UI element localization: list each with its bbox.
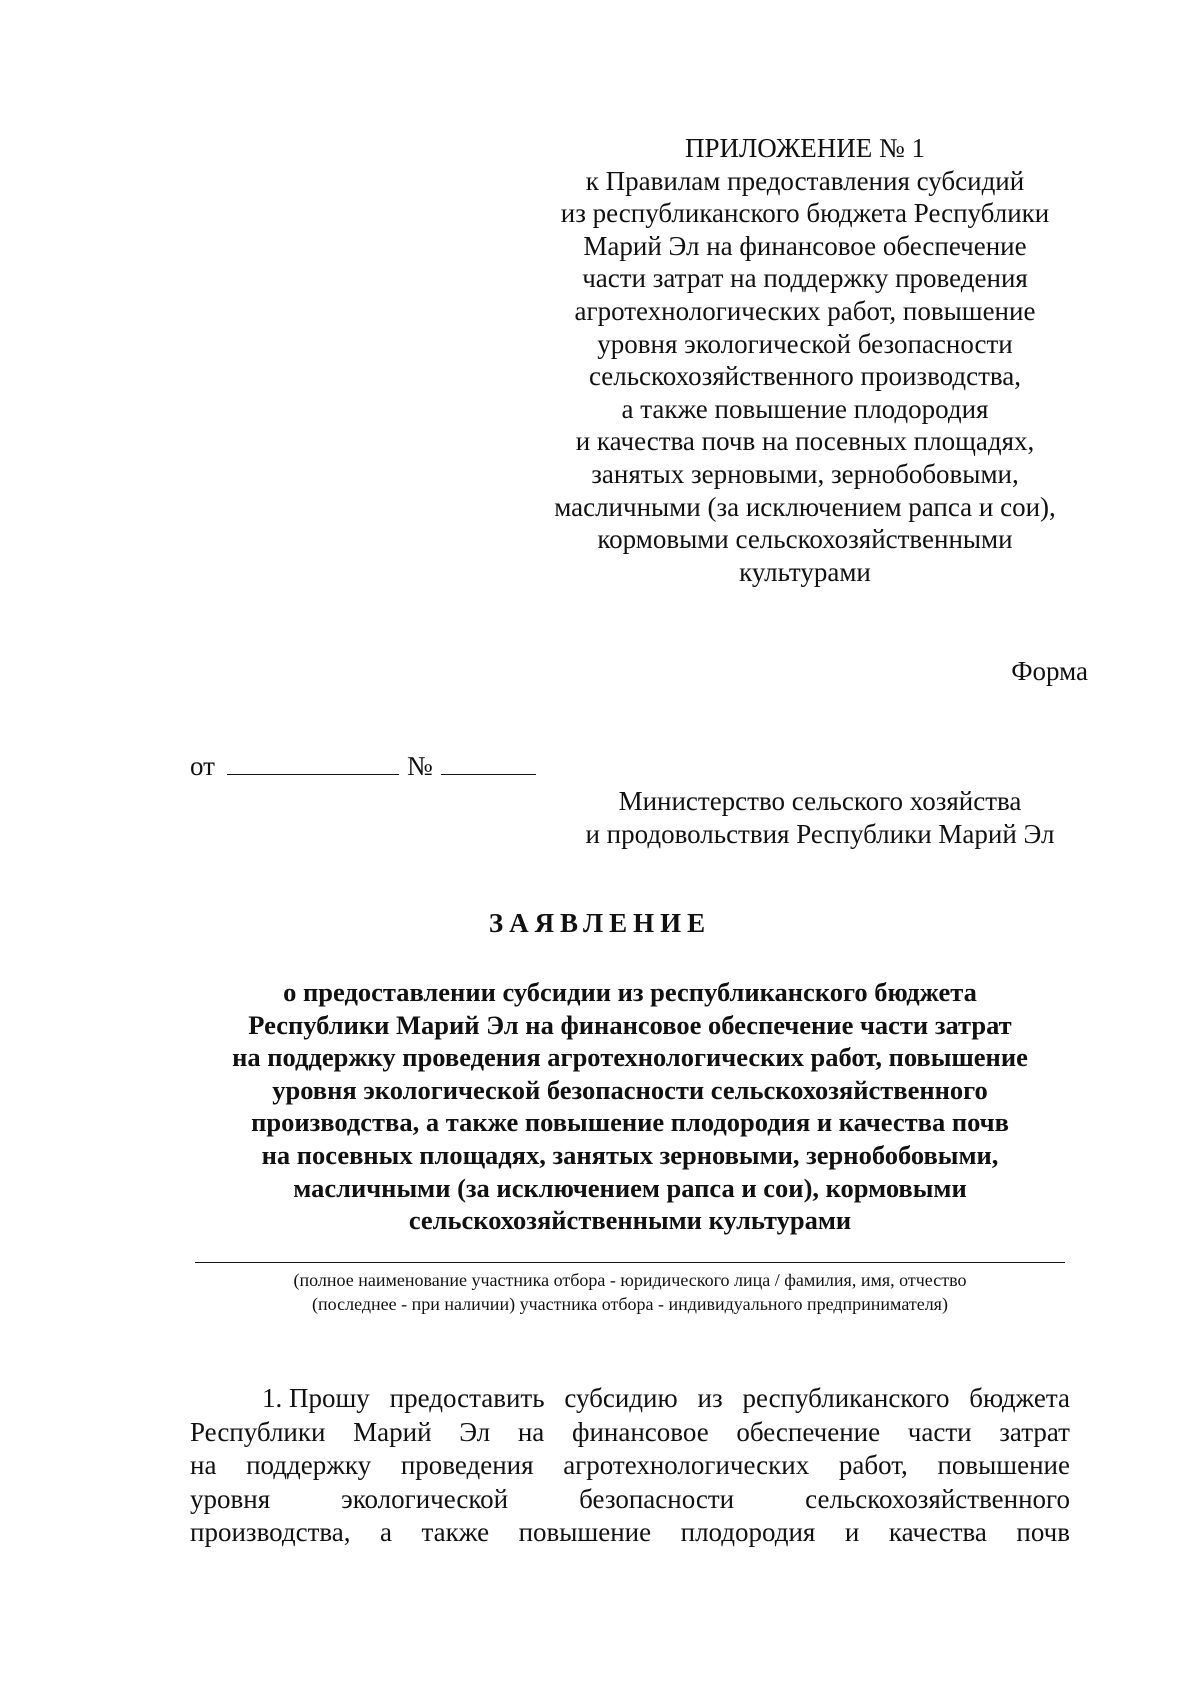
body-word: поддержку: [246, 1450, 372, 1481]
body-word: обеспечение: [736, 1416, 881, 1447]
appendix-line: масличными (за исключением рапса и сои),: [554, 491, 1056, 522]
body-word: Эл: [459, 1416, 491, 1447]
body-word: Марий: [353, 1416, 432, 1447]
body-word: также: [421, 1517, 490, 1548]
participant-name-blank-field[interactable]: [195, 1262, 1065, 1263]
appendix-line: части затрат на поддержку проведения: [582, 263, 1028, 294]
appendix-line: Марий Эл на финансовое обеспечение: [583, 230, 1027, 261]
body-word: производства,: [190, 1517, 351, 1548]
appendix-line: и качества почв на посевных площадях,: [575, 426, 1035, 457]
document-title: ЗАЯВЛЕНИЕ: [488, 908, 712, 938]
body-word: на: [517, 1416, 545, 1447]
subject-line: о предоставлении субсидии из республиканского бюджета: [283, 977, 977, 1007]
registration-line: [190, 750, 536, 782]
participant-hint: [180, 1268, 1080, 1316]
body-word: уровня: [190, 1483, 271, 1514]
body-word: Республики: [190, 1416, 326, 1447]
subject-line: Республики Марий Эл на финансовое обеспечение части затрат: [248, 1009, 1012, 1040]
appendix-line: а также повышение плодородия: [621, 393, 989, 424]
body-word: бюджета: [969, 1383, 1070, 1413]
subject-line: на посевных площадях, занятых зерновыми, зернобобовыми,: [261, 1139, 999, 1170]
subject-line: масличными (за исключением рапса и сои), кормовыми: [293, 1172, 967, 1203]
body-word: на: [190, 1450, 217, 1481]
addressee-line: Министерство сельского хозяйства: [618, 786, 1022, 816]
body-word: части: [907, 1416, 972, 1447]
body-word: 1. Прошу: [262, 1383, 370, 1413]
number-blank-field[interactable]: [441, 752, 536, 775]
body-word: экологической: [341, 1483, 509, 1514]
body-word: субсидию: [564, 1383, 678, 1413]
body-word: повышение: [937, 1450, 1070, 1481]
hint-line: (полное наименование участника отбора - юридического лица / фамилия, имя, отчество: [293, 1270, 967, 1290]
body-word: плодородия: [680, 1517, 816, 1548]
body-word: повышение: [518, 1517, 652, 1548]
body-word: сельскохозяйственного: [805, 1483, 1070, 1514]
form-label: Форма: [1011, 656, 1088, 686]
body-word: из: [697, 1383, 723, 1413]
body-word: почв: [1016, 1517, 1070, 1548]
body-word: безопасности: [579, 1483, 735, 1514]
body-word: работ,: [838, 1450, 908, 1481]
body-word: и: [844, 1517, 860, 1548]
addressee-block: [570, 785, 1070, 850]
body-word: затрат: [999, 1416, 1070, 1447]
subject-line: производства, а также повышение плодородия и качества почв: [251, 1107, 1009, 1138]
body-line: [190, 1449, 1070, 1483]
appendix-line: уровня экологической безопасности: [597, 328, 1013, 359]
body-word: а: [380, 1517, 393, 1548]
subject-line: сельскохозяйственными культурами: [408, 1205, 852, 1236]
body-word: агротехнологических: [563, 1450, 810, 1481]
body-word: финансовое: [571, 1416, 709, 1447]
body-line: [190, 1382, 1070, 1416]
body-word: проведения: [400, 1450, 534, 1481]
application-body: [190, 1382, 1070, 1550]
date-label: от: [190, 751, 215, 781]
number-label: №: [406, 751, 433, 781]
appendix-line: культурами: [739, 556, 871, 587]
body-line: [190, 1516, 1070, 1550]
body-line: [190, 1416, 1070, 1450]
appendix-line: кормовыми сельскохозяйственными: [597, 524, 1013, 555]
date-blank-field[interactable]: [227, 752, 399, 775]
body-word: качества: [888, 1517, 987, 1548]
subject-line: на поддержку проведения агротехнологических работ, повышение: [232, 1042, 1028, 1073]
appendix-line: агротехнологических работ, повышение: [574, 295, 1036, 326]
hint-line: (последнее - при наличии) участника отбора - индивидуального предпринимателя): [312, 1294, 948, 1314]
body-word: республиканского: [742, 1383, 950, 1413]
application-subject: [180, 976, 1080, 1237]
body-word: предоставить: [389, 1383, 545, 1413]
appendix-line: занятых зерновыми, зернобобовыми,: [591, 458, 1019, 489]
body-line: [190, 1483, 1070, 1517]
appendix-line: к Правилам предоставления субсидий: [585, 165, 1025, 196]
subject-line: уровня экологической безопасности сельскохозяйственного: [272, 1074, 988, 1105]
appendix-line: ПРИЛОЖЕНИЕ № 1: [684, 133, 926, 163]
appendix-line: сельскохозяйственного производства,: [588, 361, 1022, 392]
appendix-header: [545, 132, 1065, 588]
addressee-line: и продовольствия Республики Марий Эл: [585, 818, 1055, 849]
appendix-line: из республиканского бюджета Республики: [560, 198, 1050, 229]
